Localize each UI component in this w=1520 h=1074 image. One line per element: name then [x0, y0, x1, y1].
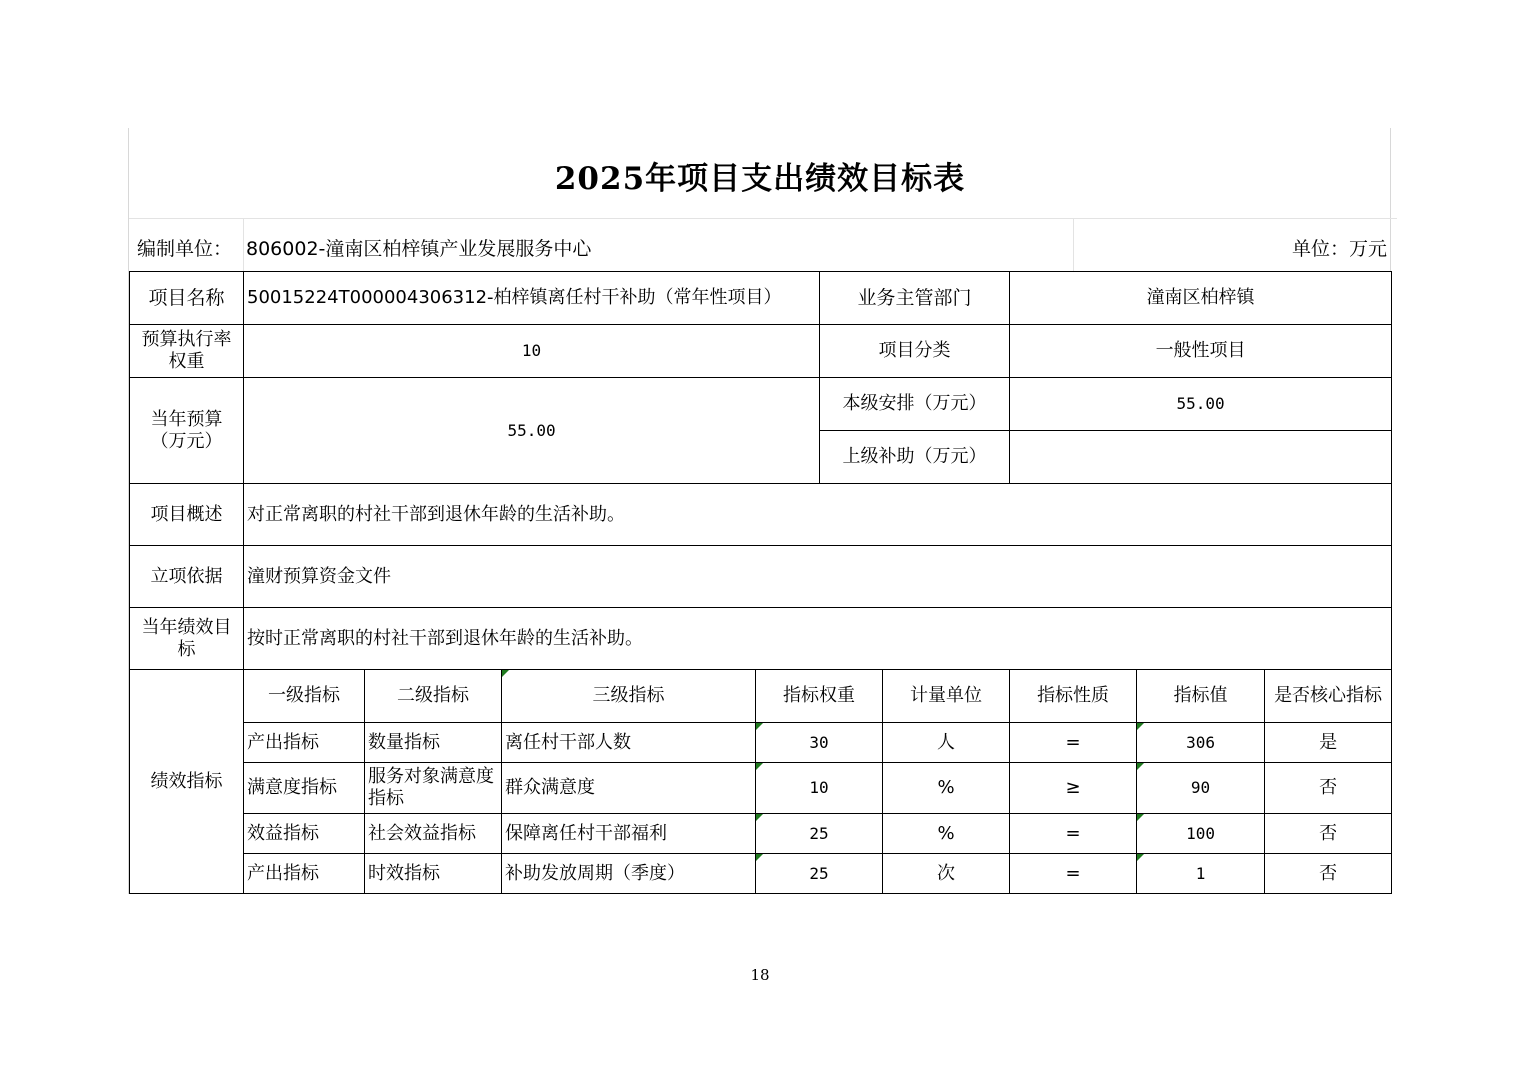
- weight-value: 10: [244, 325, 820, 378]
- indicators-section-label: 绩效指标: [130, 670, 244, 894]
- currency-unit: 单位：万元: [1291, 238, 1387, 260]
- cell-core: 否: [1265, 763, 1392, 814]
- table-row: [130, 854, 1392, 894]
- upper-label: 上级补助（万元）: [820, 431, 1010, 484]
- header-level3: 三级指标: [502, 670, 756, 723]
- overview-value: 对正常离职的村社干部到退休年龄的生活补助。: [244, 484, 1392, 546]
- cell-level2: 社会效益指标: [365, 814, 502, 854]
- header-value: 指标值: [1137, 670, 1265, 723]
- cell-value: 306: [1137, 723, 1265, 763]
- cell-level2: 数量指标: [365, 723, 502, 763]
- cell-level1: 产出指标: [244, 723, 365, 763]
- header-nature: 指标性质: [1010, 670, 1137, 723]
- cell-unit: %: [883, 814, 1010, 854]
- basis-value: 潼财预算资金文件: [244, 546, 1392, 608]
- cell-core: 否: [1265, 854, 1392, 894]
- weight-label: 预算执行率权重: [130, 325, 244, 378]
- unit-label: 编制单位：: [137, 238, 233, 260]
- cell-nature: =: [1010, 814, 1137, 854]
- budget-value: 55.00: [244, 378, 820, 484]
- category-value: 一般性项目: [1010, 325, 1392, 378]
- dept-label: 业务主管部门: [820, 272, 1010, 325]
- cell-level1: 效益指标: [244, 814, 365, 854]
- cell-value: 1: [1137, 854, 1265, 894]
- cell-weight: 10: [756, 763, 883, 814]
- basis-label: 立项依据: [130, 546, 244, 608]
- cell-level1: 产出指标: [244, 854, 365, 894]
- cell-value: 100: [1137, 814, 1265, 854]
- page-title: 2025年项目支出绩效目标表: [554, 160, 966, 197]
- cell-nature: =: [1010, 854, 1137, 894]
- cell-unit: %: [883, 763, 1010, 814]
- header-level2: 二级指标: [365, 670, 502, 723]
- cell-level1: 满意度指标: [244, 763, 365, 814]
- header-unit: 计量单位: [883, 670, 1010, 723]
- cell-weight: 30: [756, 723, 883, 763]
- category-label: 项目分类: [820, 325, 1010, 378]
- table-row: [130, 763, 1392, 814]
- local-label: 本级安排（万元）: [820, 378, 1010, 431]
- dept-value: 潼南区柏梓镇: [1010, 272, 1392, 325]
- project-name-label: 项目名称: [130, 272, 244, 325]
- cell-unit: 人: [883, 723, 1010, 763]
- upper-value: [1010, 431, 1392, 484]
- cell-level3: 群众满意度: [502, 763, 756, 814]
- cell-nature: ≥: [1010, 763, 1137, 814]
- page-number: 18: [750, 966, 770, 984]
- cell-nature: =: [1010, 723, 1137, 763]
- cell-level3: 保障离任村干部福利: [502, 814, 756, 854]
- table-row: [130, 723, 1392, 763]
- cell-weight: 25: [756, 814, 883, 854]
- cell-level2: 时效指标: [365, 854, 502, 894]
- cell-level3: 补助发放周期（季度）: [502, 854, 756, 894]
- unit-value: 806002-潼南区柏梓镇产业发展服务中心: [246, 238, 592, 260]
- local-value: 55.00: [1010, 378, 1392, 431]
- overview-label: 项目概述: [130, 484, 244, 546]
- cell-core: 否: [1265, 814, 1392, 854]
- cell-level3: 离任村干部人数: [502, 723, 756, 763]
- cell-value: 90: [1137, 763, 1265, 814]
- table-row: [130, 814, 1392, 854]
- budget-label: 当年预算（万元）: [130, 378, 244, 484]
- goal-label: 当年绩效目标: [130, 608, 244, 670]
- unit-row: [129, 220, 1391, 270]
- grid-line: [129, 218, 1397, 219]
- performance-table: [129, 271, 1392, 894]
- project-name-value: 50015224T000004306312-柏梓镇离任村干补助（常年性项目）: [244, 272, 820, 325]
- goal-value: 按时正常离职的村社干部到退休年龄的生活补助。: [244, 608, 1392, 670]
- cell-weight: 25: [756, 854, 883, 894]
- cell-level2: 服务对象满意度指标: [365, 763, 502, 814]
- header-core: 是否核心指标: [1265, 670, 1392, 723]
- header-level1: 一级指标: [244, 670, 365, 723]
- cell-unit: 次: [883, 854, 1010, 894]
- cell-core: 是: [1265, 723, 1392, 763]
- header-weight: 指标权重: [756, 670, 883, 723]
